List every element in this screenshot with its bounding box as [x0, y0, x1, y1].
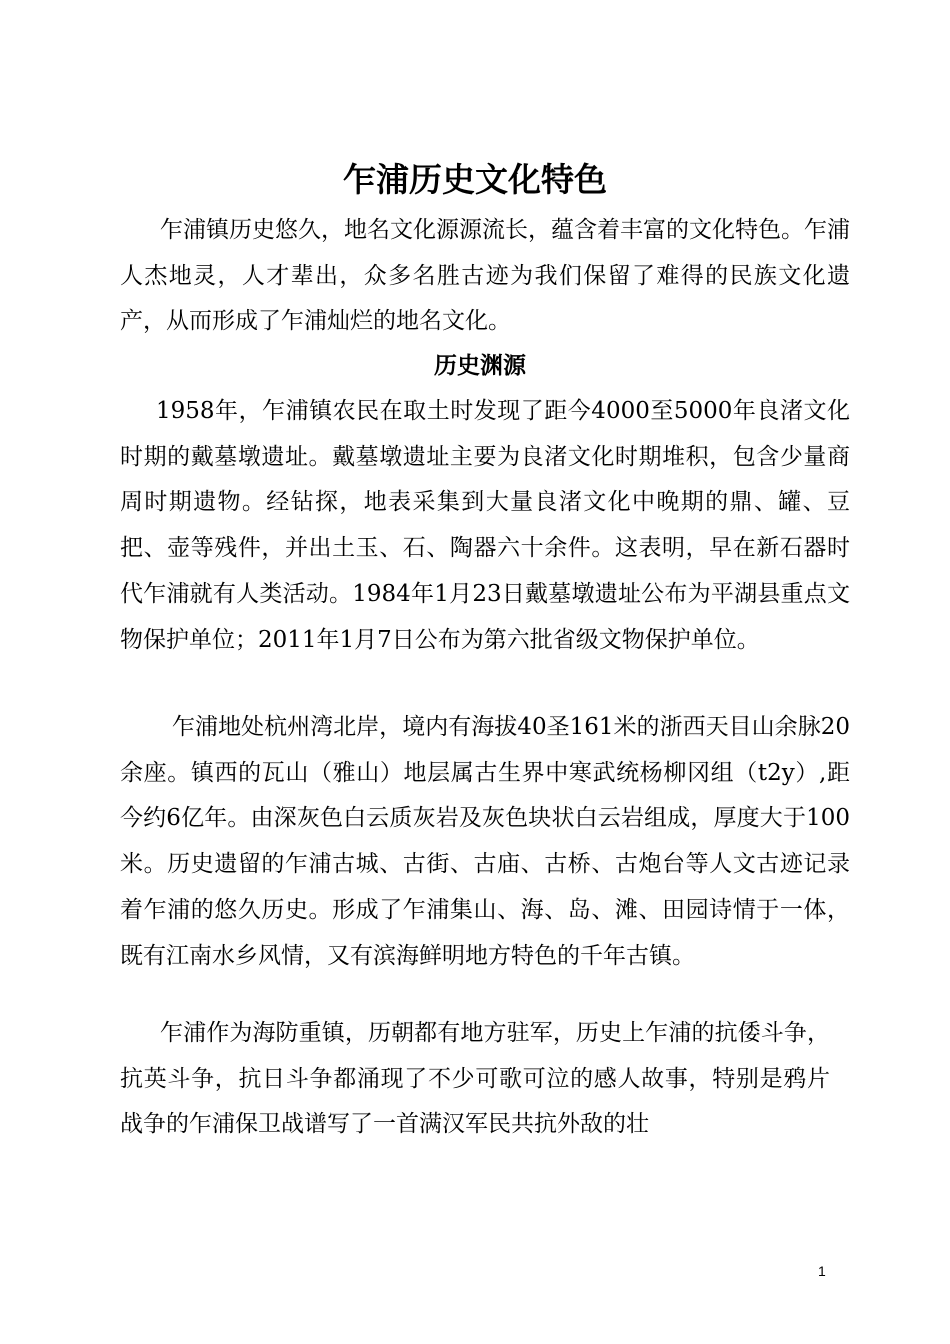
intro-paragraph: 乍浦镇历史悠久，地名文化源源流长，蕴含着丰富的文化特色。乍浦人杰地灵，人才辈出，众多名胜古迹为我们保留了难得的民族文化遗产，从而形成了乍浦灿烂的地名文化。 [120, 217, 850, 335]
document-title: 乍浦历史文化特色 [343, 160, 607, 199]
geography-paragraph: 乍浦地处杭州湾北岸，境内有海拔40圣161米的浙西天目山余脉20余座。镇西的瓦山（雅山）地层属古生界中寒武统杨柳冈组（t2y）,距今约6亿年。由深灰色白云质灰岩及灰色块状白云岩组成，厚度大于100米。历史遗留的乍浦古城、古街、古庙、古桥、古炮台等人文古迹记录着乍浦的悠久历史。形成了乍浦集山、海、岛、滩、田园诗情于一体，既有江南水乡风情，又有滨海鲜明地方特色的千年古镇。 [120, 714, 850, 969]
section-heading: 历史渊源 [434, 353, 526, 379]
defense-paragraph: 乍浦作为海防重镇，历朝都有地方驻军，历史上乍浦的抗倭斗争，抗英斗争，抗日斗争都涌现了不少可歌可泣的感人故事，特别是鸦片战争的乍浦保卫战谱写了一首满汉军民共抗外敌的壮 [120, 1020, 830, 1138]
history-paragraph: 1958年，乍浦镇农民在取土时发现了距今4000至5000年良渚文化时期的戴墓墩遗址。戴墓墩遗址主要为良渚文化时期堆积，包含少量商周时期遗物。经钻探，地表采集到大量良渚文化中晚期的鼎、罐、豆把、壶等残件，并出土玉、石、陶器六十余件。这表明，早在新石器时代乍浦就有人类活动。1984年1月23日戴墓墩遗址公布为平湖县重点文物保护单位；2011年1月7日公布为第六批省级文物保护单位。 [120, 398, 850, 653]
page-number: 1 [818, 1263, 826, 1279]
